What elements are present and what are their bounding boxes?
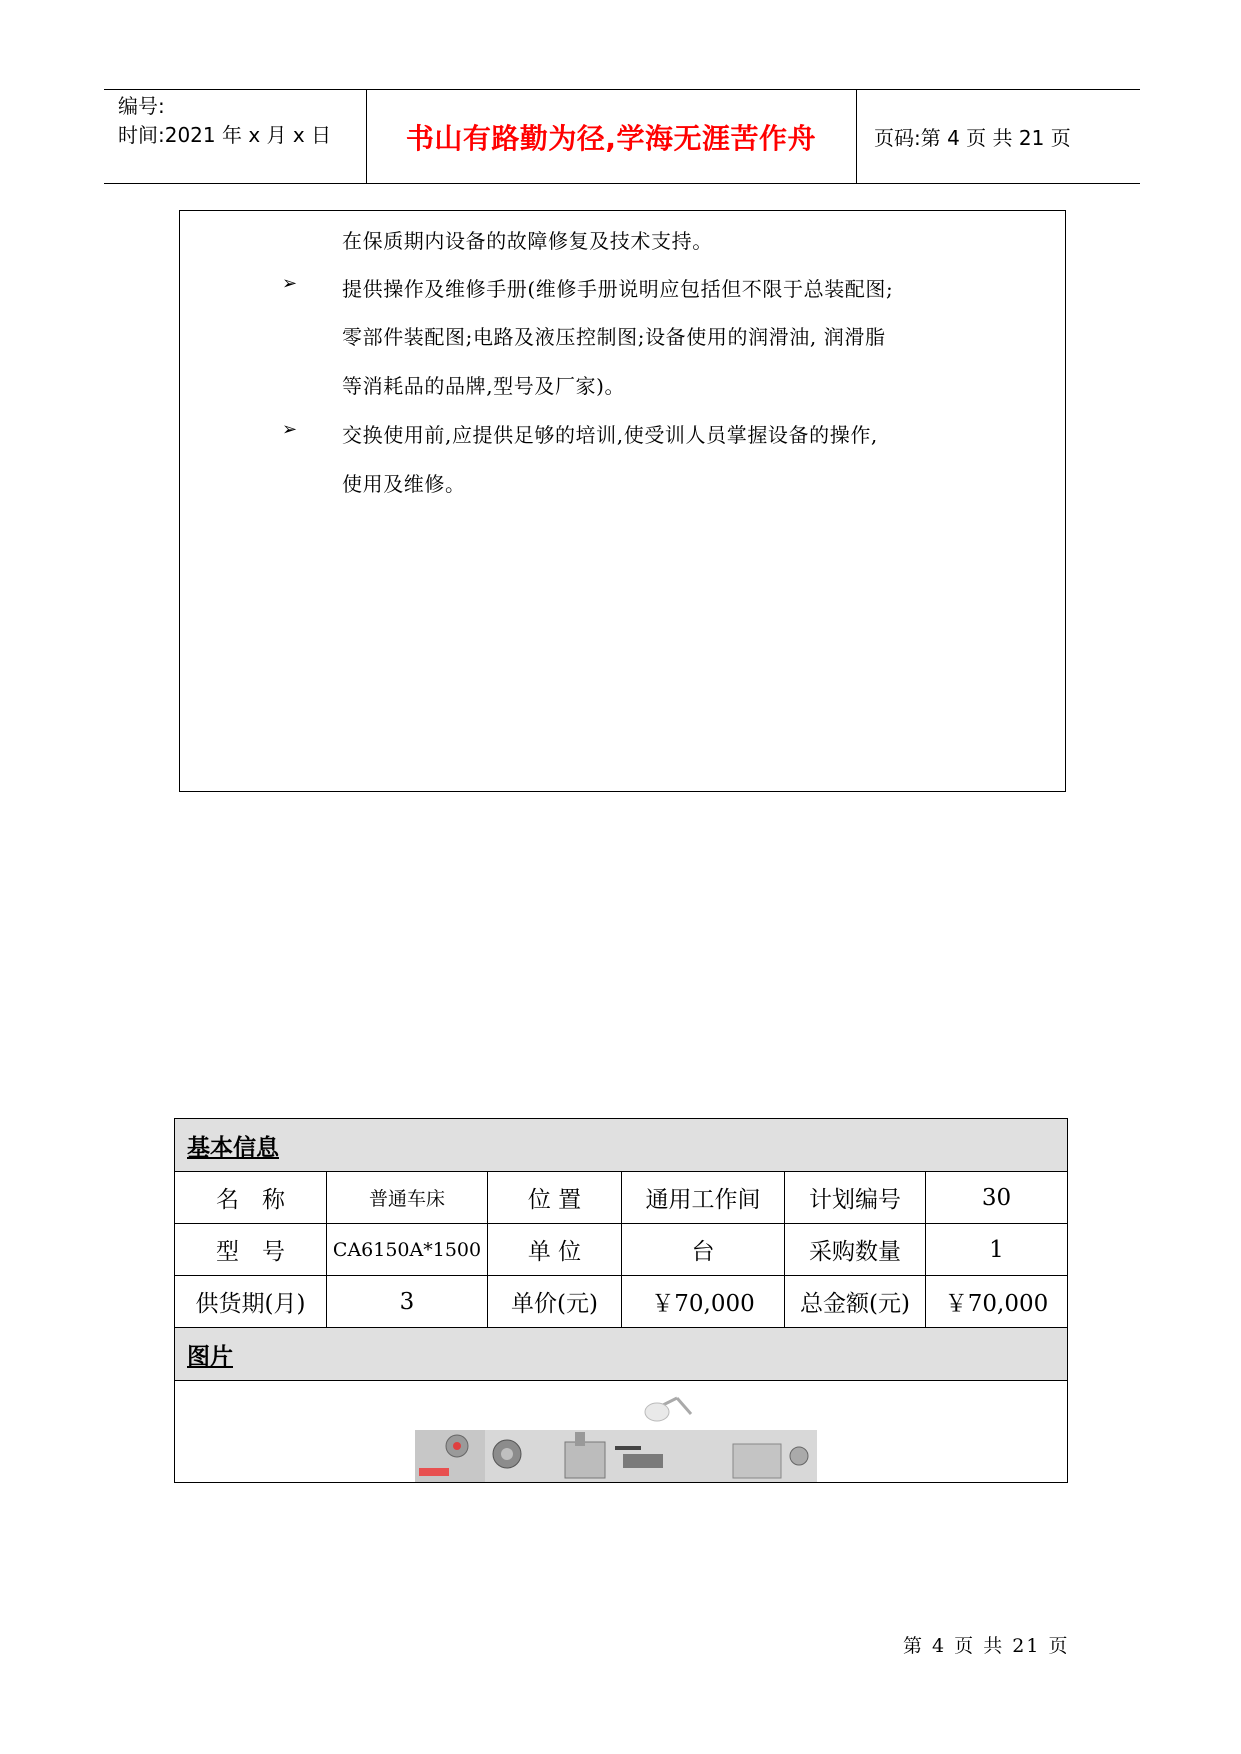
text-line: 交换使用前,应提供足够的培训,使受训人员掌握设备的操作,	[342, 423, 878, 447]
table-cell-label: 供货期(月)	[175, 1276, 327, 1328]
table-cell-label: 总金额(元)	[785, 1276, 926, 1328]
table-cell-label: 采购数量	[785, 1224, 926, 1276]
header-page-label: 页码:第 4 页 共 21 页	[874, 126, 1071, 150]
table-cell-label: 单价(元)	[488, 1276, 622, 1328]
table-cell-value: ￥70,000	[926, 1276, 1068, 1328]
table-cell-value: 普通车床	[327, 1172, 488, 1224]
table-cell-label: 型 号	[175, 1224, 327, 1276]
table-cell-value: ￥70,000	[622, 1276, 785, 1328]
section-header-basic-info	[175, 1119, 1068, 1172]
picture-cell	[175, 1381, 1068, 1483]
text-line: 提供操作及维修手册(维修手册说明应包括但不限于总装配图;	[342, 277, 894, 301]
section-title-basic-info: 基本信息	[187, 1134, 279, 1161]
table-cell-value: 30	[926, 1172, 1068, 1224]
table-cell-value: 1	[926, 1224, 1068, 1276]
header-time-label: 时间:2021 年 x 月 x 日	[118, 123, 332, 147]
lathe-machine-photo	[415, 1384, 819, 1482]
text-line: 使用及维修。	[342, 472, 466, 496]
table-cell-label: 名 称	[175, 1172, 327, 1224]
page-header	[104, 89, 1140, 184]
text-line: 在保质期内设备的故障修复及技术支持。	[342, 229, 713, 253]
table-cell-label: 位 置	[488, 1172, 622, 1224]
table-row	[175, 1276, 1068, 1328]
table-cell-label: 计划编号	[785, 1172, 926, 1224]
arrow-bullet-icon: ➢	[282, 419, 298, 440]
header-number-label: 编号:	[118, 94, 165, 118]
table-row	[175, 1172, 1068, 1224]
section-title-picture: 图片	[187, 1343, 233, 1370]
page-footer: 第 4 页 共 21 页	[903, 1635, 1070, 1657]
service-terms-box	[179, 210, 1066, 792]
text-line: 零部件装配图;电路及液压控制图;设备使用的润滑油, 润滑脂	[342, 325, 886, 349]
table-cell-value: CA6150A*1500	[327, 1224, 488, 1276]
header-motto: 书山有路勤为径,学海无涯苦作舟	[405, 121, 817, 155]
arrow-bullet-icon: ➢	[282, 273, 298, 294]
equipment-info-table	[174, 1118, 1068, 1483]
table-cell-label: 单 位	[488, 1224, 622, 1276]
table-cell-value: 台	[622, 1224, 785, 1276]
table-cell-value: 3	[327, 1276, 488, 1328]
table-cell-value: 通用工作间	[622, 1172, 785, 1224]
header-divider	[856, 90, 857, 183]
table-row	[175, 1224, 1068, 1276]
text-line: 等消耗品的品牌,型号及厂家)。	[342, 374, 626, 398]
section-header-picture	[175, 1328, 1068, 1381]
